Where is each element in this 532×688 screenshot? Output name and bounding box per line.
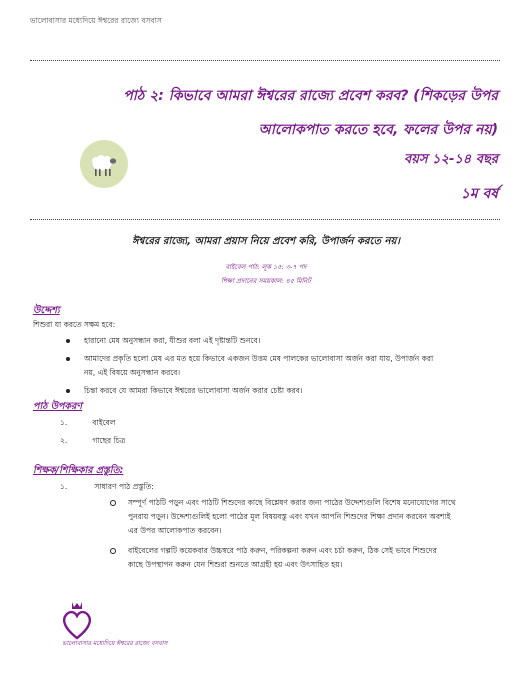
hollow-bullet-icon xyxy=(110,548,116,554)
lesson-title-line1: পাঠ ২: কিভাবে আমরা ঈশ্বরের রাজ্যে প্রবেশ করব? (শিকড়ের উপর xyxy=(123,88,498,104)
prep-text: বাইবেলের গল্পটি কয়েকবার উচ্চস্বরে পাঠ করুন, পরিকল্পনা করুন এবং চর্চা করুন, ঠিক সেই ভাবে শিশুদের xyxy=(128,546,437,555)
sub-list-item xyxy=(110,496,510,510)
material-text: গাছের চিত্র xyxy=(92,436,126,445)
materials-heading: পাঠ উপকরণ xyxy=(33,401,83,412)
running-header: ভালোবাসার মধ্যেদিয়ে ঈশ্বরের রাজ্যে বসবাস xyxy=(30,16,162,25)
objective-text: নয়, এই বিষয়ে অনুসন্ধান করবে। xyxy=(84,368,181,377)
lesson-duration: শিক্ষা প্রদানের সময়কাল: ৪৫ মিনিট xyxy=(221,277,311,285)
sub-list-item-continuation xyxy=(110,558,510,572)
year-label: ১ম বর্ষ xyxy=(460,186,498,202)
list-item xyxy=(66,334,506,348)
prep-text: পুনরায় পড়ুন। উদ্দেশ্যগুলিই হলো পাঠের মূল বিষয়বস্তু এবং যখন আপনি শিশুদের শিক্ষা প্রদান করবেন অবশ্যই xyxy=(128,512,451,521)
objectives-heading: উদ্দেশ্য xyxy=(33,305,60,316)
objective-text: আমাদের প্রকৃতি হলো মেষ এর মত হয়ে কিভাবে একজন উত্তম মেষ পালকের ভালোবাসা অর্জন করা যায়, উপার্জন করা xyxy=(84,354,434,363)
list-item-continuation xyxy=(66,366,506,380)
material-text: বাইবেল xyxy=(92,418,116,427)
sub-list-item-continuation xyxy=(110,524,510,538)
item-number: ১. xyxy=(60,418,68,427)
bullet-icon xyxy=(66,357,70,361)
list-item xyxy=(60,434,125,448)
item-number: ২. xyxy=(60,436,68,445)
prep-text: সম্পূর্ণ পাঠটি পড়ুন এবং পাঠটি শিশুদের কাছে বিশ্লেষণ করার জন্য পাঠের উদ্দেশ্যগুলি বিশেষ মনোযোগের সাথে xyxy=(128,498,456,507)
prep-sublist xyxy=(110,496,510,572)
hollow-bullet-icon xyxy=(110,500,116,506)
objectives-list xyxy=(66,334,506,398)
list-item xyxy=(66,384,506,398)
list-item xyxy=(66,352,506,366)
item-number: ১. xyxy=(60,482,68,491)
materials-list xyxy=(60,416,125,448)
lead-statement: ঈশ্বরের রাজ্যে, আমরা প্রয়াস নিয়ে প্রবেশ করি, উপার্জন করতে নয়। xyxy=(132,236,400,247)
list-item xyxy=(60,416,125,430)
sheep-icon xyxy=(80,140,128,188)
bullet-icon xyxy=(66,389,70,393)
objective-text: হারানো মেষ অনুসন্ধান করা, যীশুর বলা এই দৃষ্টান্তটি শুনবে। xyxy=(84,336,261,345)
prep-item xyxy=(60,480,154,494)
divider-middle xyxy=(30,219,500,220)
sub-list-item xyxy=(110,544,510,558)
objectives-intro: শিশুরা যা করতে সক্ষম হবে: xyxy=(33,320,116,329)
bible-reading: বাইবেল পাঠ: লূক ১৫: ৩-৭ পদ xyxy=(225,263,307,271)
bullet-icon xyxy=(66,339,70,343)
divider-top xyxy=(30,60,500,61)
teacher-prep-heading: শিক্ষক/শিক্ষিকার প্রস্তুতি: xyxy=(33,465,124,476)
prep-item-text: সাধারণ পাঠ প্রস্তুতি: xyxy=(94,482,154,491)
crown-heart-logo xyxy=(60,600,94,642)
sub-list-item-continuation xyxy=(110,510,510,524)
prep-text: এর উপর আলোকপাত করবেন। xyxy=(128,526,222,535)
footer-text: ভালোবাসার মধ্যেদিয়ে ঈশ্বরের রাজ্যে বসবাস xyxy=(62,640,168,647)
age-range: বয়স ১২-১৪ বছর xyxy=(404,152,498,167)
prep-text: কাছে উপস্থাপন করুন যেন শিশুরা শুনতে আগ্রহী হয় এবং উৎসাহিত হয়। xyxy=(128,560,343,569)
objective-text: চিন্তা করবে যে আমরা কিভাবে ঈশ্বরের ভালোবাসা অর্জন করার চেষ্টা করব। xyxy=(84,386,303,395)
lesson-title-line2: আলোকপাত করতে হবে, ফলের উপর নয়) xyxy=(258,122,498,138)
